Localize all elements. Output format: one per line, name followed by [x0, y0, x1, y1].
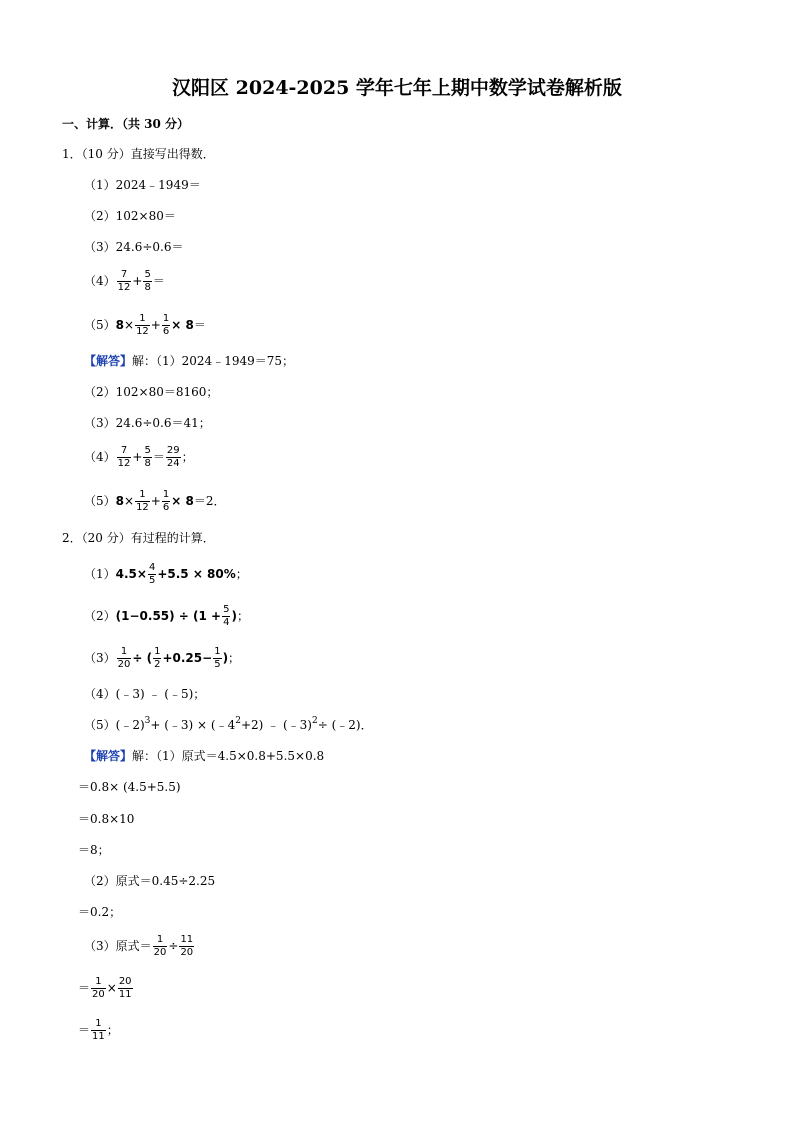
fraction: $\frac{1}{20}$ — [117, 646, 131, 670]
fraction: $\frac{20}{11}$ — [118, 976, 132, 1000]
q1-problem-3: （3）24.6÷0.6＝ — [84, 240, 184, 254]
fraction: $\frac{5}{8}$ — [144, 269, 151, 293]
document-title: 汉阳区 2024-2025 学年七年上期中数学试卷解析版 — [172, 77, 622, 99]
fraction: $\frac{1}{12}$ — [136, 489, 149, 513]
answer-tag: 【解答】 — [84, 749, 133, 763]
q2-problem-2: （2）(1−0.55) ÷ (1 + $\frac{5}{4}$ )； — [84, 604, 249, 628]
fraction: $\frac{1}{6}$ — [162, 489, 170, 513]
q1-answer-2: （2）102×80＝8160； — [84, 385, 219, 399]
fraction: $\frac{1}{6}$ — [162, 313, 170, 337]
fraction: $\frac{1}{2}$ — [154, 646, 161, 670]
q1-problem-4: （4） $\frac{7}{12}$ + $\frac{5}{8}$ ＝ — [84, 269, 165, 293]
q2-problem-3: （3） $\frac{1}{20}$ ÷ ( $\frac{1}{2}$ +0.25− $\frac{1}{5}$ )； — [84, 646, 241, 670]
q2-answer-line-9: ＝ $\frac{1}{11}$ ； — [78, 1018, 119, 1042]
fraction: $\frac{7}{12}$ — [117, 269, 131, 293]
q1-answer-1: 【解答】解：（1）2024﹣1949＝75； — [84, 354, 294, 368]
fraction: $\frac{1}{5}$ — [214, 646, 221, 670]
fraction: $\frac{5}{8}$ — [144, 445, 151, 469]
section-heading: 一、计算．（共 30 分） — [62, 117, 190, 131]
q1-answer-3: （3）24.6÷0.6＝41； — [84, 416, 211, 430]
q1-answer-5: （5）8× $\frac{1}{12}$ + $\frac{1}{6}$ × 8＝2． — [84, 489, 226, 513]
question-2-stem: 2．（20 分）有过程的计算． — [62, 531, 215, 545]
fraction: $\frac{1}{12}$ — [136, 313, 149, 337]
fraction: $\frac{1}{11}$ — [92, 1018, 105, 1042]
q1-problem-5: （5）8× $\frac{1}{12}$ + $\frac{1}{6}$ × 8＝ — [84, 313, 206, 337]
answer-tag: 【解答】 — [84, 354, 133, 368]
q2-problem-1: （1）4.5× $\frac{4}{5}$ +5.5 × 80%； — [84, 562, 248, 586]
q1-problem-1: （1）2024﹣1949＝ — [84, 178, 201, 192]
fraction: $\frac{1}{20}$ — [92, 976, 105, 1000]
q2-answer-line-6: ＝0.2； — [78, 905, 122, 919]
q1-answer-4: （4） $\frac{7}{12}$ + $\frac{5}{8}$ ＝ $\frac{29}{24}$ ； — [84, 445, 194, 469]
q2-problem-4: （4）(﹣3) ﹣ (﹣5)； — [84, 687, 206, 701]
q2-answer-line-3: ＝0.8×10 — [78, 812, 135, 826]
q2-answer-line-2: ＝0.8× (4.5+5.5) — [78, 780, 181, 794]
q2-problem-5: （5）(﹣2)$^3$+ (﹣3) × $(﹣4^2+2)$ ﹣ (﹣3)$^2$÷ (﹣2)． — [84, 716, 373, 732]
q2-answer-line-7: （3）原式＝ $\frac{1}{20}$ ÷ $\frac{11}{20}$ — [84, 934, 194, 958]
fraction: $\frac{11}{20}$ — [180, 934, 194, 958]
q1-problem-2: （2）102×80＝ — [84, 209, 176, 223]
fraction: $\frac{7}{12}$ — [117, 445, 131, 469]
fraction: $\frac{29}{24}$ — [166, 445, 180, 469]
fraction: $\frac{5}{4}$ — [223, 604, 230, 628]
question-1-stem: 1．（10 分）直接写出得数． — [62, 147, 215, 161]
q2-answer-line-4: ＝8； — [78, 843, 110, 857]
fraction: $\frac{1}{20}$ — [153, 934, 167, 958]
q2-answer-line-8: ＝ $\frac{1}{20}$ × $\frac{20}{11}$ — [78, 976, 132, 1000]
q2-answer-line-5: （2）原式＝0.45÷2.25 — [84, 874, 216, 888]
fraction: $\frac{4}{5}$ — [148, 562, 156, 586]
q2-answer-1: 【解答】解：（1）原式＝4.5×0.8+5.5×0.8 — [84, 749, 325, 763]
